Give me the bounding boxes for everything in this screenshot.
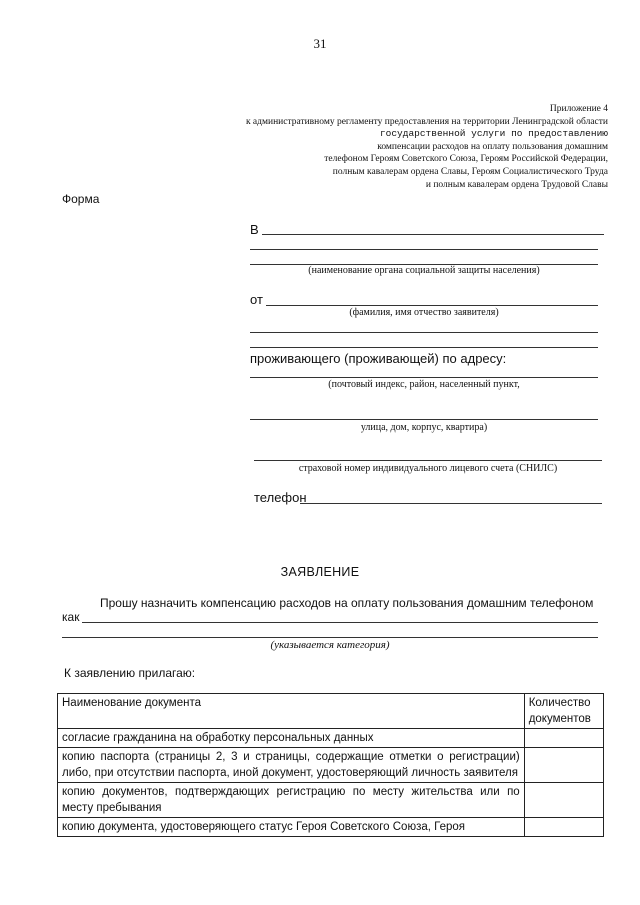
table-row [58,748,604,783]
street-caption: улица, дом, корпус, квартира) [360,422,488,433]
category-caption: (указывается категория) [270,639,390,651]
document-name: согласие гражданина на обработку персональных данных [58,729,525,748]
document-count[interactable] [524,818,603,837]
street-field-line[interactable] [250,419,598,420]
attach-label: К заявлению прилагаю: [64,666,196,680]
to-field-line[interactable] [262,234,604,235]
category-field-line[interactable] [82,622,598,623]
appendix-line: компенсации расходов на оплату пользования домашним [377,141,608,152]
table-header-row [58,694,604,729]
appendix-line: государственной услуги по предоставлению [379,128,608,140]
table-row [58,729,604,748]
to-prefix: В [250,222,259,237]
postal-caption: (почтовый индекс, район, населенный пункт, [328,379,520,390]
document-name: копию документа, удостоверяющего статус Героя Советского Союза, Героя [58,818,525,837]
appendix-line: и полным кавалерам ордена Трудовой Славы [425,179,608,190]
page-number: 31 [313,36,327,51]
snils-caption: страховой номер индивидуального лицевого счета (СНИЛС) [298,463,558,474]
table-row [58,818,604,837]
from-caption: (фамилия, имя отчество заявителя) [349,307,499,318]
to-caption: (наименование органа социальной защиты населения) [308,265,540,276]
document-name: копию паспорта (страницы 2, 3 и страницы, содержащие отметки о регистрации) либо, при отсутствии паспорта, иной документ, удостоверяющий личность заявителя [58,748,525,783]
request-text: Прошу назначить компенсацию расходов на оплату пользования домашним телефоном [100,596,594,610]
phone-label: телефон [254,490,307,505]
residing-label: проживающего (проживающей) по адресу: [250,351,507,366]
to-field-line-2[interactable] [250,249,598,250]
phone-field-line[interactable] [300,503,602,504]
snils-field-line[interactable] [254,460,602,461]
appendix-line: полным кавалерам ордена Славы, Героям Социалистического Труда [332,166,608,177]
header-document-name: Наименование документа [58,694,525,729]
from-field-line[interactable] [266,305,598,306]
appendix-line: Приложение 4 [549,104,608,114]
document-count[interactable] [524,748,603,783]
postal-field-line[interactable] [250,377,598,378]
form-label: Форма [62,192,100,206]
from-field-line-3[interactable] [250,347,598,348]
statement-title: ЗАЯВЛЕНИЕ [280,565,360,579]
from-prefix: от [250,292,263,307]
table-row [58,783,604,818]
document-count[interactable] [524,729,603,748]
category-field-line-2[interactable] [62,637,598,638]
appendix-line: к административному регламенту предоставления на территории Ленинградской области [245,116,608,127]
as-label: как [62,610,80,624]
documents-table [57,693,604,837]
header-document-count: Количество документов [524,694,603,729]
appendix-header [188,103,608,191]
appendix-line: телефоном Героям Советского Союза, Героям Российской Федерации, [324,154,608,165]
document-name: копию документов, подтверждающих регистрацию по месту жительства или по месту пребывания [58,783,525,818]
from-field-line-2[interactable] [250,332,598,333]
document-count[interactable] [524,783,603,818]
